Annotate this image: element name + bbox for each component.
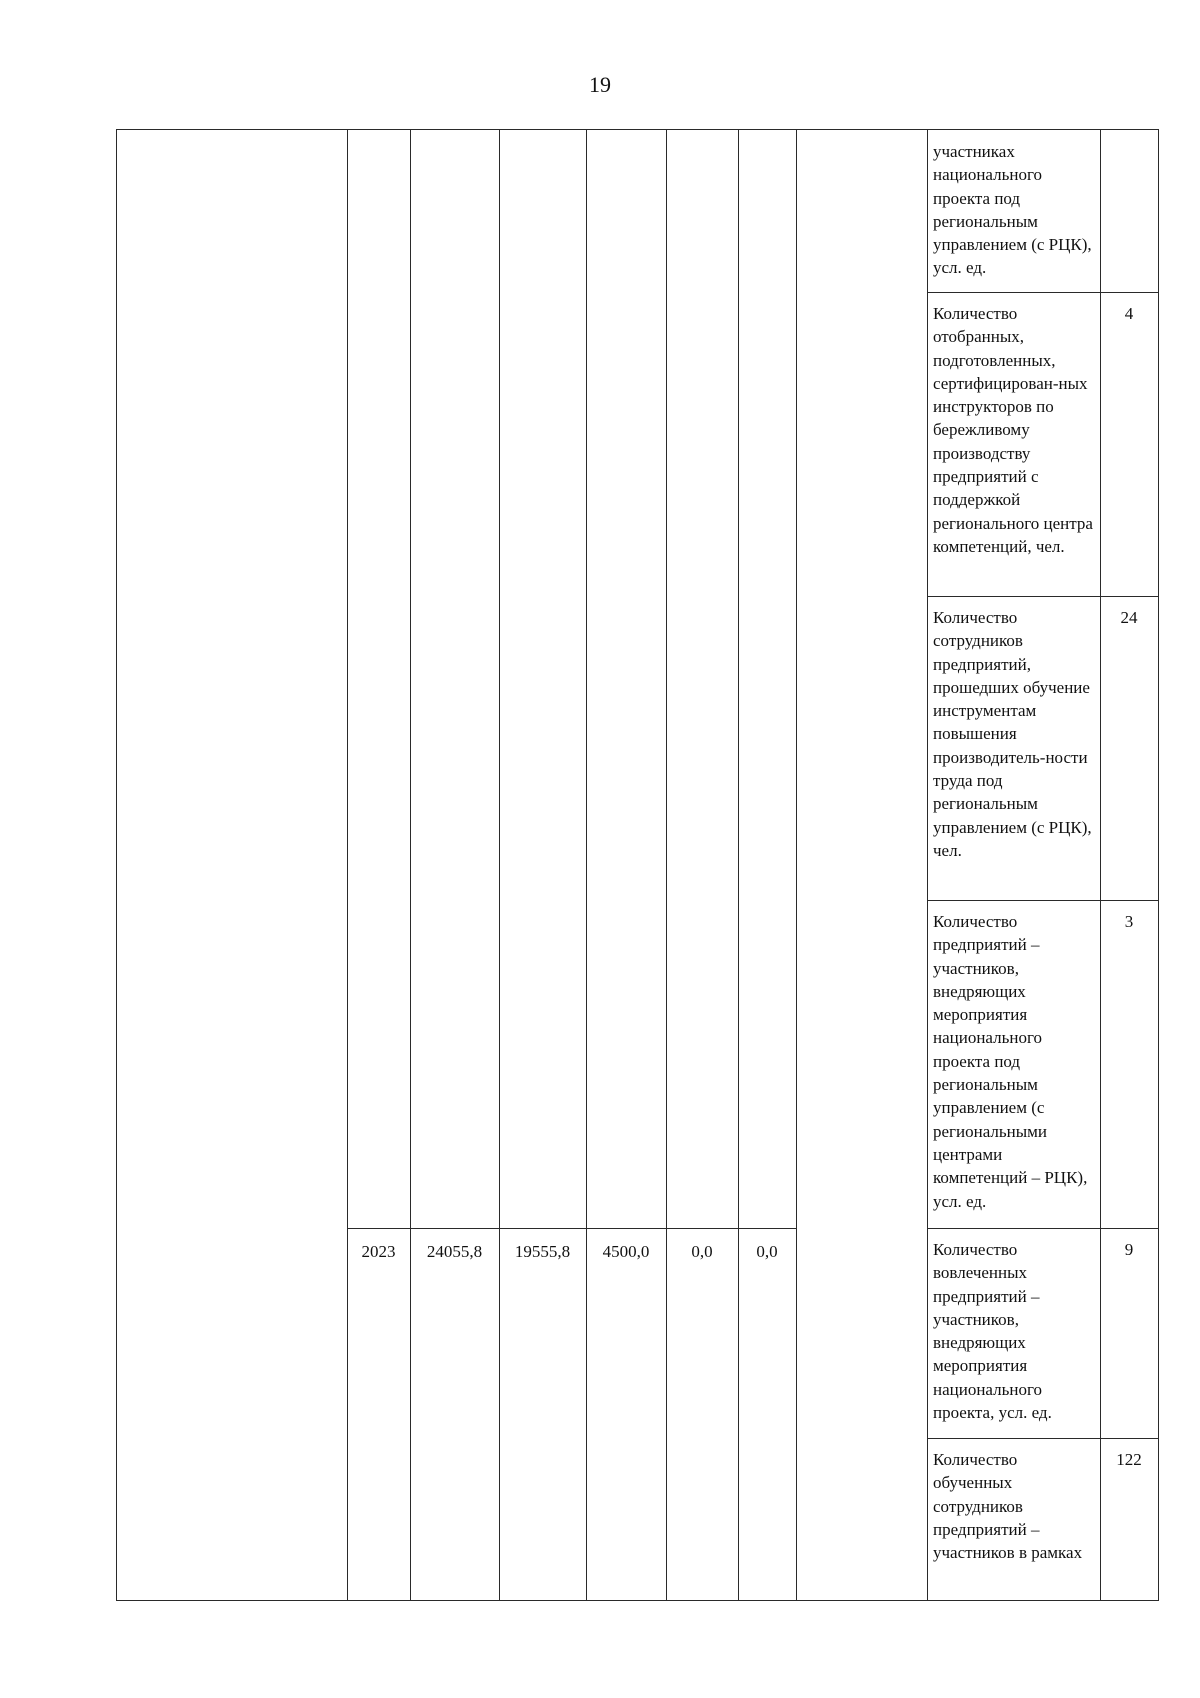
row-divider — [927, 1438, 1159, 1439]
indicator-text: Количество предприятий – участников, внедряющих мероприятия национального проекта под региональным управлением (с региональными центрами компетенций – РЦК), усл. ед. — [933, 912, 1088, 1211]
col-divider — [347, 129, 348, 1601]
col-divider — [499, 129, 500, 1601]
indicator-text: Количество обученных сотрудников предприятий – участников в рамках — [933, 1450, 1083, 1563]
col-divider — [410, 129, 411, 1601]
total-amount-cell: 24055,8 — [426, 1242, 483, 1261]
local-amount-cell: 0,0 — [691, 1242, 713, 1261]
row-divider — [927, 1228, 1159, 1229]
col-divider — [1100, 129, 1101, 1601]
federal-amount-cell: 19555,8 — [514, 1242, 571, 1261]
row-divider — [347, 1228, 796, 1229]
indicator-value: 3 — [1124, 912, 1134, 931]
other-amount-cell: 0,0 — [756, 1242, 778, 1261]
regional-amount-cell: 4500,0 — [602, 1242, 650, 1261]
col-divider — [116, 129, 117, 1601]
indicator-value: 122 — [1116, 1450, 1142, 1469]
col-divider — [1158, 129, 1159, 1601]
indicator-text: Количество вовлеченных предприятий – участников, внедряющих мероприятия национального проекта, усл. ед. — [933, 1240, 1052, 1423]
table-border-bottom — [116, 1600, 1159, 1601]
table-border-top — [116, 129, 1159, 130]
col-divider — [586, 129, 587, 1601]
col-divider — [796, 129, 797, 1601]
indicator-value: 9 — [1124, 1240, 1134, 1259]
row-divider — [927, 596, 1159, 597]
indicator-text: Количество сотрудников предприятий, прошедших обучение инструментам повышения производитель-ности труда под региональным управлением (с РЦК), чел. — [933, 608, 1092, 860]
indicator-text: участниках национального проекта под региональным управлением (с РЦК), усл. ед. — [933, 142, 1092, 278]
year-cell: 2023 — [361, 1242, 396, 1261]
row-divider — [927, 900, 1159, 901]
indicator-value: 24 — [1120, 608, 1138, 627]
col-divider — [738, 129, 739, 1601]
col-divider — [666, 129, 667, 1601]
indicator-text: Количество отобранных, подготовленных, сертифицирован-ных инструкторов по бережливому производству предприятий с поддержкой регионального центра компетенций, чел. — [933, 304, 1093, 556]
indicator-value: 4 — [1124, 304, 1134, 323]
page-number: 19 — [589, 72, 611, 97]
row-divider — [927, 292, 1159, 293]
